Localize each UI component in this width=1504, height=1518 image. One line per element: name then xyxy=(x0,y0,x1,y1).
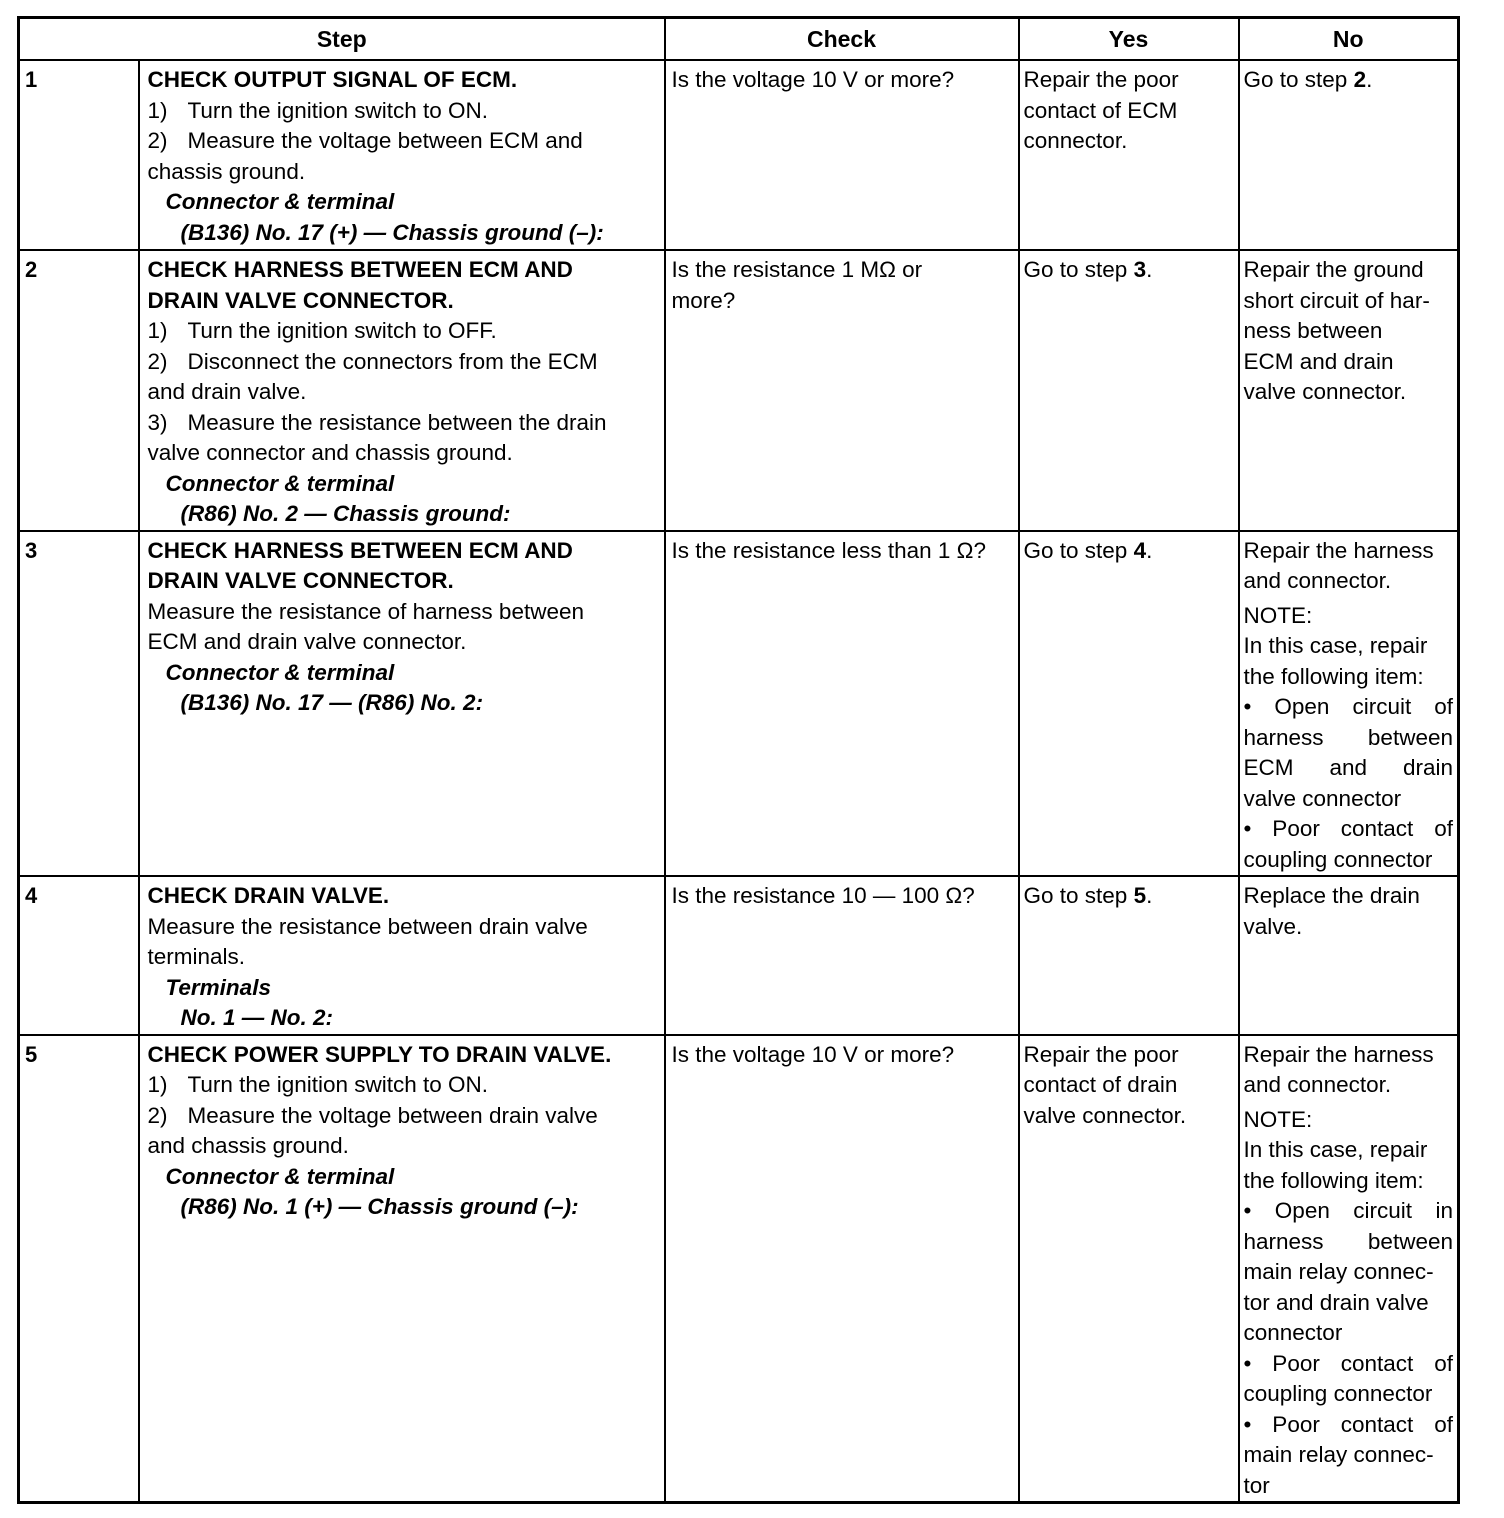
step-reference: 5 xyxy=(1133,883,1147,908)
step-text: Measure the resistance between drain valve xyxy=(147,913,588,939)
step-text: ECM and drain valve connector. xyxy=(147,629,467,654)
no-cell: Go to step 2. xyxy=(1239,60,1459,250)
yes-cell: Go to step 5. xyxy=(1019,876,1239,1035)
step-number: 1 xyxy=(19,60,139,250)
step-number: 4 xyxy=(19,876,139,1035)
yes-cell: Repair the poor contact of ECM connector. xyxy=(1019,60,1239,250)
step-title: CHECK POWER SUPPLY TO DRAIN VALVE. xyxy=(147,1041,612,1067)
step-text: and drain valve. xyxy=(147,379,307,404)
table-row xyxy=(19,876,1459,1035)
step-number: 3 xyxy=(19,531,139,877)
no-cell: Repair the harness and connector. NOTE: In this case, repair the following item: • Open circuit of harness between ECM and drain valve connector • Poor contact of coupling connector xyxy=(1239,531,1459,877)
header-check: Check xyxy=(665,18,1019,61)
troubleshooting-table xyxy=(17,16,1460,1504)
step-description xyxy=(139,876,665,1035)
connector-label: Connector & terminal xyxy=(165,1163,395,1189)
header-step: Step xyxy=(19,18,665,61)
connector-value: No. 1 — No. 2: xyxy=(180,1005,334,1030)
yes-cell: Repair the poor contact of drain valve connector. xyxy=(1019,1035,1239,1503)
connector-label: Connector & terminal xyxy=(165,470,395,496)
connector-label: Terminals xyxy=(165,974,271,1000)
no-cell: Replace the drain valve. xyxy=(1239,876,1459,1035)
check-cell: Is the resistance 1 MΩ or more? xyxy=(665,250,1019,531)
check-cell: Is the voltage 10 V or more? xyxy=(665,1035,1019,1503)
step-substep: 1) Turn the ignition switch to OFF. xyxy=(147,318,497,343)
no-cell: Repair the ground short circuit of har- ness between ECM and drain valve connector. xyxy=(1239,250,1459,531)
table-row xyxy=(19,1035,1459,1503)
header-yes: Yes xyxy=(1019,18,1239,61)
step-description xyxy=(139,531,665,877)
step-number: 2 xyxy=(19,250,139,531)
step-text: chassis ground. xyxy=(147,158,306,184)
step-text: terminals. xyxy=(147,944,246,969)
connector-label: Connector & terminal xyxy=(165,659,395,685)
connector-value: (B136) No. 17 (+) — Chassis ground (–): xyxy=(180,219,604,245)
step-title: DRAIN VALVE CONNECTOR. xyxy=(147,287,454,313)
troubleshooting-table-frame xyxy=(17,16,1460,1498)
step-substep: 2) Measure the voltage between drain valve xyxy=(147,1102,598,1128)
step-title: CHECK HARNESS BETWEEN ECM AND xyxy=(147,537,573,563)
step-text: and chassis ground. xyxy=(147,1133,349,1158)
step-description xyxy=(139,1035,665,1503)
step-substep: 1) Turn the ignition switch to ON. xyxy=(147,1072,489,1097)
note-label: NOTE: xyxy=(1243,1106,1313,1132)
yes-cell: Go to step 3. xyxy=(1019,250,1239,531)
connector-value: (R86) No. 2 — Chassis ground: xyxy=(180,501,511,526)
step-substep: 1) Turn the ignition switch to ON. xyxy=(147,97,489,123)
step-description xyxy=(139,250,665,531)
step-substep: 2) Disconnect the connectors from the ECM xyxy=(147,348,598,374)
step-title: CHECK DRAIN VALVE. xyxy=(147,883,390,908)
step-number: 5 xyxy=(19,1035,139,1503)
yes-cell: Go to step 4. xyxy=(1019,531,1239,877)
check-cell: Is the resistance 10 — 100 Ω? xyxy=(665,876,1019,1035)
connector-value: (B136) No. 17 — (R86) No. 2: xyxy=(180,690,484,715)
check-cell: Is the voltage 10 V or more? xyxy=(665,60,1019,250)
check-cell: Is the resistance less than 1 Ω? xyxy=(665,531,1019,877)
step-text: valve connector and chassis ground. xyxy=(147,440,513,465)
connector-label: Connector & terminal xyxy=(165,189,395,214)
step-reference: 3 xyxy=(1133,257,1147,282)
step-title: CHECK HARNESS BETWEEN ECM AND xyxy=(147,257,573,282)
step-description xyxy=(139,60,665,250)
table-row xyxy=(19,60,1459,250)
header-no: No xyxy=(1239,18,1459,61)
step-reference: 2 xyxy=(1353,67,1367,92)
no-cell: Repair the harness and connector. NOTE: In this case, repair the following item: • Open circuit in harness between main relay connec- tor and drain valve connector • Poor contact of coupling connector • Poor contact of main relay connec- tor xyxy=(1239,1035,1459,1503)
note-label: NOTE: xyxy=(1243,602,1313,628)
header-row xyxy=(19,18,1459,61)
connector-value: (R86) No. 1 (+) — Chassis ground (–): xyxy=(180,1194,579,1219)
step-text: Measure the resistance of harness between xyxy=(147,598,584,624)
step-title: CHECK OUTPUT SIGNAL OF ECM. xyxy=(147,67,518,92)
step-substep: 3) Measure the resistance between the drain xyxy=(147,409,607,435)
step-substep: 2) Measure the voltage between ECM and xyxy=(147,128,583,153)
step-title: DRAIN VALVE CONNECTOR. xyxy=(147,568,454,593)
table-row xyxy=(19,531,1459,877)
step-reference: 4 xyxy=(1133,537,1147,563)
table-row xyxy=(19,250,1459,531)
